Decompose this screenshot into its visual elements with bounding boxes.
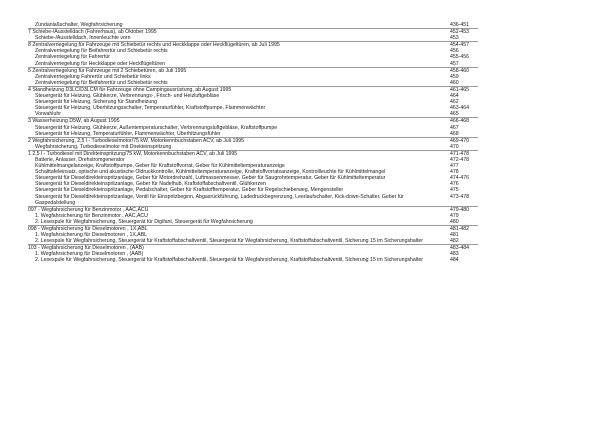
toc-entry-title: Zentralverriegelung für Beifahrertür und Schiebetür rechts bbox=[35, 79, 168, 86]
toc-entry-page: 453 bbox=[450, 35, 459, 42]
toc-entry-title: 4 Standheizung D3LC/D3LCM für Fahrzeuge ohne Campingausrüstung, ab August 1995 bbox=[28, 86, 232, 93]
toc-entry-page: 476 bbox=[450, 181, 459, 188]
toc-entry-page: 470 bbox=[450, 143, 459, 150]
toc-entry-page: 454-457 bbox=[450, 42, 470, 49]
toc-entry-title: 8 Zentralverriegelung für Fahrzeuge mit Schiebetür rechts und Heckklappe oder Heckflügeltüren, ab Juli 1995 bbox=[28, 42, 280, 49]
toc-entry-page: 461-465 bbox=[450, 86, 470, 93]
toc-entry-title: Steuergerät für Heizung, Glühkerze, Verbrennungs-, Frisch- und Heizluftgebläse bbox=[35, 93, 220, 100]
toc-subentry bbox=[28, 194, 478, 206]
toc-entry-page: 481-482 bbox=[450, 226, 470, 232]
toc-entry-title: Vorwahluhr bbox=[35, 111, 61, 118]
toc-entry-title: Steuergerät für Heizung, Überhitzungsschalter, Temperaturfühler, Kraftstoffpumpe, Flammenwächter bbox=[35, 105, 266, 112]
toc-section-entry bbox=[28, 28, 478, 35]
toc-entry-page: 480 bbox=[450, 218, 459, 225]
toc-entry-page: 458-460 bbox=[450, 67, 470, 74]
toc-entry-title: Kühlmittelmangelanzeige, Kraftstoffpumpe, Geber für Kraftstoffvorrat, Geber für Kühlmitteltemperaturanzeige bbox=[35, 163, 285, 170]
toc-entry-page: 462 bbox=[450, 99, 459, 106]
toc-entry-page: 469-470 bbox=[450, 137, 470, 144]
toc-entry-page: 482 bbox=[450, 238, 459, 245]
toc-entry-title: Steuergerät für Dieseldirekteinspritzanlage, Geber für Motordrehzahl, Luftmassenmesser, Geber für Saugrohrtemperatur, Geber für Kühlmitteltemperatur bbox=[35, 175, 386, 182]
toc-entry-title: Wegfahrsicherung, Turbodieselmotor mit Direkteinspritzung bbox=[35, 143, 172, 150]
toc-entry-title: Zentralverriegelung für Beifahrertür und Schiebetür rechts bbox=[35, 48, 168, 55]
toc-entry-title: 2. Lesespule für Wegfahrsicherung, Steuergerät für Kraftstoffabschaltventil, Steuergerät für Wegfahrsicherung, Kraftstoffabschaltventil, Sicherung 15 im Sicherungshalter bbox=[35, 238, 424, 245]
toc-entry-page: 474-476 bbox=[450, 175, 470, 182]
toc-entry-title: 1. Wegfahrsicherung für Benzinmotor , AAC,ACU bbox=[35, 212, 148, 219]
toc-entry-page: 479-480 bbox=[450, 206, 470, 213]
toc-entry-page: 483-484 bbox=[450, 245, 470, 252]
toc-entry-title: 2 Wegfahrsicherung, 2,5 l - Turbodieselmotor/75 kW, Motorkennbuchstaben ACV, ab Juli 1995 bbox=[28, 137, 244, 144]
toc-entry-page: 467 bbox=[450, 124, 459, 131]
toc-entry-page: 471-478 bbox=[450, 150, 470, 157]
toc-entry-title: Zündanlaßschalter, Wegfahrsicherung bbox=[35, 22, 123, 28]
toc-entry-title: 103 - Wegfahrsicherung für Dieselmotoren , (AAB) bbox=[28, 245, 144, 252]
toc-entry-page: 465 bbox=[450, 111, 459, 118]
toc-section-entry bbox=[28, 150, 478, 157]
toc-entry-page: 466-468 bbox=[450, 118, 470, 125]
toc-entry-page: 456 bbox=[450, 48, 459, 55]
toc-section-entry bbox=[28, 67, 478, 74]
toc-section-entry bbox=[28, 117, 478, 124]
toc-entry-title: Steuergerät für Dieseldirekteinspritzanlage, Geber für Nadelhub, Kraftstoffabschaltventil, Glühkerzen bbox=[35, 181, 266, 188]
toc-entry-title: 2. Lesespule für Wegfahrsicherung, Steuergerät für Digifant, Steuergerät für Wegfahrsicherung bbox=[35, 218, 253, 225]
table-of-contents bbox=[28, 22, 478, 264]
toc-entry-page: 464 bbox=[450, 93, 459, 100]
toc-entry-title: Steuergerät für Heizung, Glühkerze, Außentemperaturschalter, Verbrennungsluftgebläse, Kraftstoffpumpe bbox=[35, 124, 278, 131]
toc-section-entry bbox=[28, 244, 478, 251]
toc-section-entry bbox=[28, 41, 478, 48]
toc-entry-title: Steuergerät für Heizung, Sicherung für Standheizung bbox=[35, 99, 157, 106]
toc-section-entry bbox=[28, 225, 478, 232]
toc-entry-title: 7 Schiebe-/Ausstelldach (Fahrerhaus), ab Oktober 1995 bbox=[28, 29, 157, 36]
toc-entry-title: 1. Wegfahrsicherung für Dieselmotoren , (AAB) bbox=[35, 251, 144, 258]
toc-entry-title: 1 2,5 l - Turbodiesel mit Direkteinspritzung/75 kW, Motorkennbuchstaben ACV, ab Juli 1995 bbox=[28, 150, 238, 157]
toc-section-entry bbox=[28, 86, 478, 93]
toc-entry-page: 483 bbox=[450, 251, 459, 258]
toc-entry-title: 2. Lesespule für Wegfahrsicherung, Steuergerät für Kraftstoffabschaltventil, Steuergerät für Wegfahrsicherung, Kraftstoffabschaltventil, Sicherung 15 im Sicherungshalter bbox=[35, 257, 424, 264]
toc-entry-title: 1. Wegfahrsicherung für Dieselmotoren , 1X,ABL bbox=[35, 232, 148, 239]
toc-entry-page: 468 bbox=[450, 130, 459, 137]
toc-entry-page: 481 bbox=[450, 232, 459, 239]
toc-entry-title: 097 - Wegfahrsicherung für Benzinmotor , AAC,ACU bbox=[28, 206, 149, 213]
toc-entry-page: 475 bbox=[450, 187, 459, 194]
toc-entry-page: 473-478 bbox=[450, 193, 470, 200]
toc-entry-page: 452-453 bbox=[450, 29, 470, 36]
toc-entry-title: Schalttafeleinsatz, optische und akustische Öldruckkontrolle, Kühlmitteltemperaturanzeige, Kraftstoffvorratsanzeige, Kontrollleuchte für Kühlmittelmangel bbox=[35, 169, 386, 176]
toc-entry-title: Zentralverriegelung für Fahrertür bbox=[35, 54, 110, 61]
toc-entry-page: 455-456 bbox=[450, 54, 470, 61]
toc-entry-title: 5 Zentralverriegelung für Fahrzeuge mit 2 Schiebetüren, ab Juli 1995 bbox=[28, 67, 187, 74]
toc-subentry bbox=[28, 257, 478, 263]
toc-entry-page: 479 bbox=[450, 212, 459, 219]
toc-entry-page: 472-478 bbox=[450, 156, 470, 163]
toc-entry-title: 098 - Wegfahrsicherung für Dieselmotoren , 1X,ABL bbox=[28, 226, 148, 232]
toc-entry-title: Zentralverriegelung für Heckklappe oder Heckflügeltüren bbox=[35, 60, 166, 67]
toc-entry-page: 484 bbox=[450, 257, 459, 264]
toc-entry-title: Steuergerät für Dieseldirekteinspritzanlage, Pedalschalter, Geber für Kraftstofftemperatur, Geber für Regelschieberweg, Mengensteller bbox=[35, 187, 344, 194]
toc-entry-title: Steuergerät für Heizung, Temperaturfühler, Flammenwächter, Überhitzungsfühler bbox=[35, 130, 221, 137]
toc-entry-title: Batterie, Anlasser, Drehstromgenerator bbox=[35, 156, 125, 163]
toc-entry-title: 3 Wasserheizung D5W, ab August 1995 bbox=[28, 118, 120, 125]
toc-entry-page: 459 bbox=[450, 73, 459, 80]
toc-entry-page: 436-451 bbox=[450, 22, 470, 28]
toc-entry-page: 463-464 bbox=[450, 105, 470, 112]
toc-entry-page: 478 bbox=[450, 169, 459, 176]
toc-entry-page: 460 bbox=[450, 79, 459, 86]
toc-entry-title: Schiebe-/Ausstelldach, Innenleuchte vorn bbox=[35, 35, 131, 42]
toc-entry-page: 477 bbox=[450, 163, 459, 170]
toc-entry-title: Steuergerät für Dieseldirekteinspritzanlage, Ventil für Einspritzbeginn, Abgasrückführung, Ladedruckbegrenzung, Leerlaufschalter, Kick-down-Schalter, Geber für Gaspedalstellung bbox=[35, 193, 404, 206]
toc-entry-page: 457 bbox=[450, 60, 459, 67]
toc-section-entry bbox=[28, 206, 478, 213]
toc-section-entry bbox=[28, 137, 478, 144]
toc-entry-title: Zentralverriegelung Fahrertür und Schiebetür links bbox=[35, 73, 151, 80]
